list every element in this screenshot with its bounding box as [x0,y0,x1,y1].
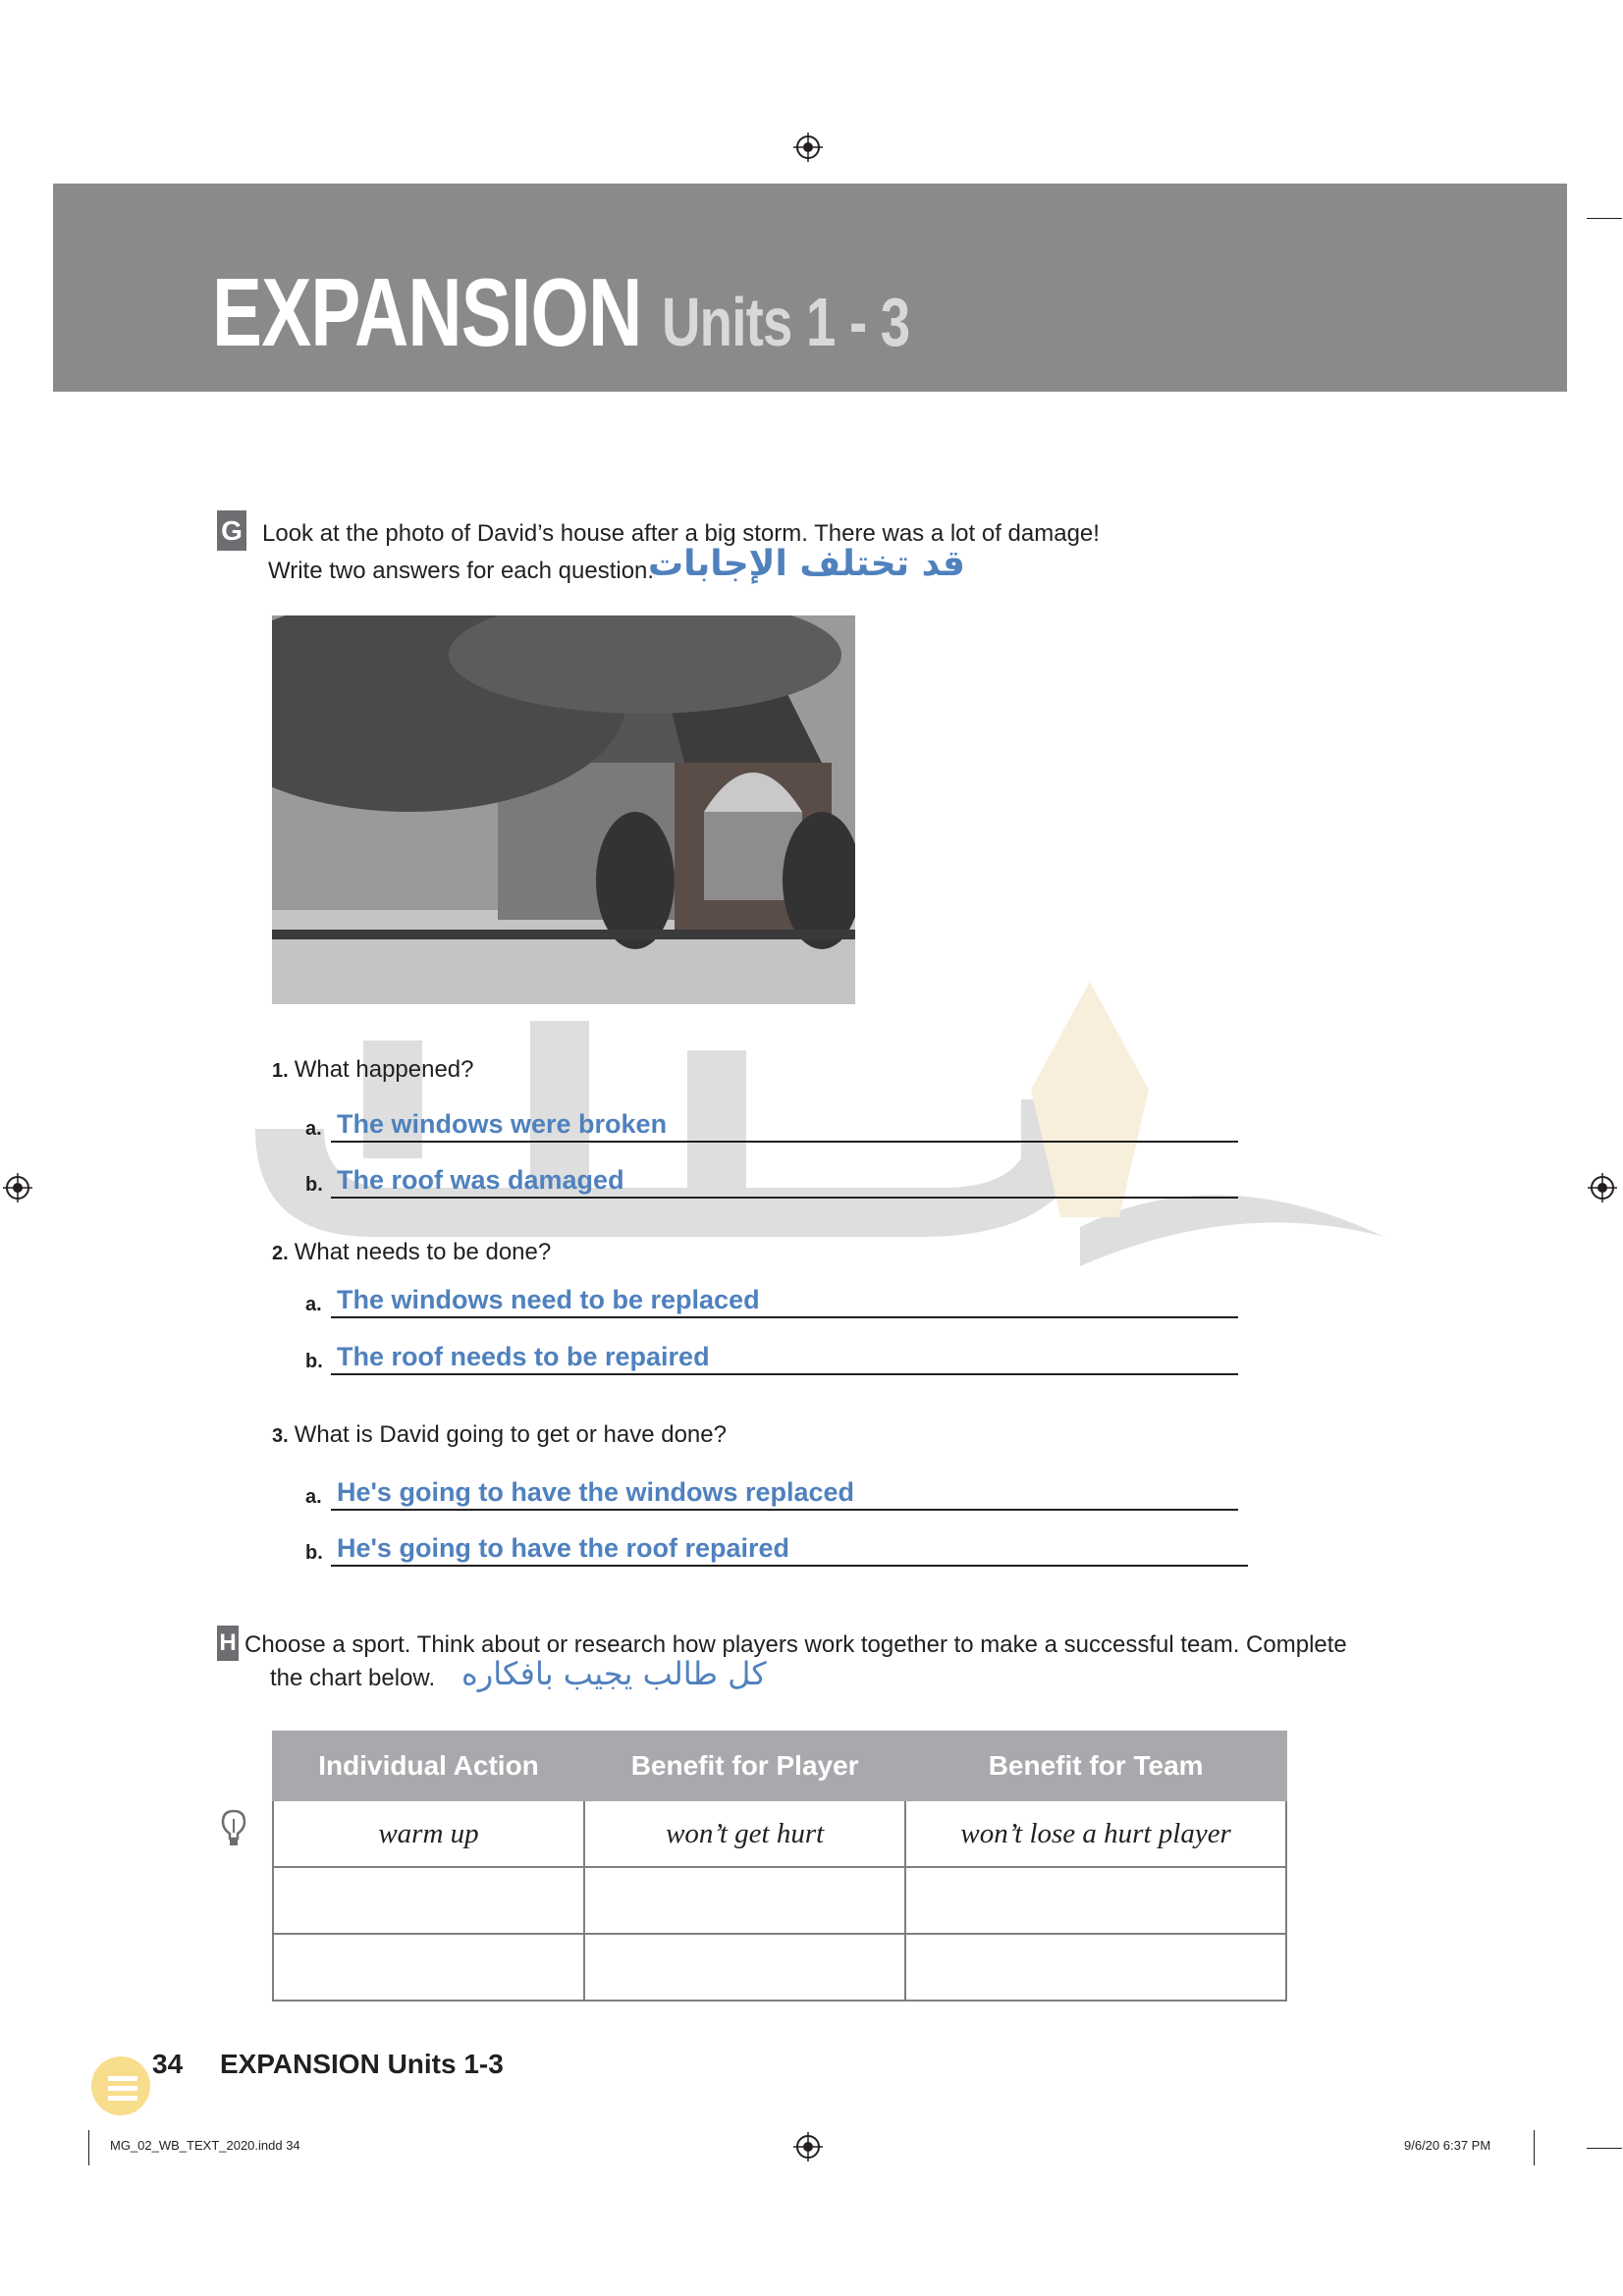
question-3-text: What is David going to get or have done? [294,1421,727,1448]
section-g-arabic-note: قد تختلف الإجابات [648,544,965,584]
section-g-instruction: Look at the photo of David’s house after a big storm. There was a lot of damage! [262,520,1100,547]
question-1 [272,1056,474,1084]
crop-mark [88,2130,89,2165]
section-g-label: G [217,510,246,551]
answer-text: The roof was damaged [337,1165,624,1195]
answer-text: He's going to have the roof repaired [337,1533,789,1563]
question-2-text: What needs to be done? [294,1239,552,1265]
answer-underline [331,1316,1238,1318]
table-row [273,1867,1286,1934]
answer-letter: a. [305,1486,322,1508]
banner-subtitle: Units 1 - 3 [662,284,910,360]
table-cell: won’t lose a hurt player [905,1800,1286,1867]
question-2 [272,1239,551,1266]
answer-line-1b[interactable] [305,1159,1238,1199]
footer-page-info [152,2049,504,2080]
registration-mark-icon [1588,1173,1617,1202]
question-2-number: 2. [272,1243,289,1264]
banner-title [212,257,909,368]
table-row [273,1934,1286,2001]
section-h-instruction-line2: the chart below. [270,1665,436,1691]
answer-text: The roof needs to be repaired [337,1342,710,1371]
answer-letter: b. [305,1351,323,1372]
table-cell: won’t get hurt [584,1800,905,1867]
crop-mark [1534,2130,1535,2165]
column-header: Benefit for Team [905,1732,1286,1800]
house-after-storm-photo [272,615,855,1004]
answer-line-3b[interactable] [305,1527,1248,1567]
answer-text: The windows need to be replaced [337,1285,760,1314]
answer-text: He's going to have the windows replaced [337,1477,855,1507]
answer-underline [331,1373,1238,1375]
team-benefits-table [272,1731,1287,2002]
answer-line-2b[interactable] [305,1336,1238,1375]
house-photo-illustration [272,615,855,1004]
answer-letter: a. [305,1118,322,1140]
answer-underline [331,1509,1238,1511]
column-header: Individual Action [273,1732,584,1800]
page-number: 34 [152,2049,184,2079]
question-1-number: 1. [272,1060,289,1082]
date-slug: 9/6/20 6:37 PM [1404,2138,1491,2153]
question-3 [272,1421,727,1449]
section-h-arabic-note: كل طالب يجيب بافكاره [461,1655,767,1692]
registration-mark-icon [3,1173,32,1202]
crop-mark [1587,2148,1622,2149]
answer-text: The windows were broken [337,1109,668,1139]
crop-mark [1587,218,1622,219]
page-label: EXPANSION Units 1-3 [219,2049,504,2079]
answer-line-2a[interactable] [305,1279,1238,1318]
answer-letter: a. [305,1294,322,1315]
section-g-instruction-line2: Write two answers for each question. [268,558,655,584]
column-header: Benefit for Player [584,1732,905,1800]
section-h-label: H [217,1626,239,1661]
table-cell-empty[interactable] [584,1867,905,1934]
answer-line-3a[interactable] [305,1471,1238,1511]
registration-mark-icon [793,133,823,162]
table-cell-empty[interactable] [273,1867,584,1934]
table-cell-empty[interactable] [905,1934,1286,2001]
lightbulb-tip-icon [221,1809,246,1848]
table-header-row [273,1732,1286,1800]
table-cell: warm up [273,1800,584,1867]
answer-line-1a[interactable] [305,1103,1238,1143]
answer-underline [331,1197,1238,1199]
answer-letter: b. [305,1174,323,1196]
banner-title-main: EXPANSION [212,258,642,366]
registration-mark-icon [793,2132,823,2162]
beadaya-small-logo-icon [86,2042,155,2120]
table-cell-empty[interactable] [905,1867,1286,1934]
answer-underline [331,1565,1248,1567]
answer-letter: b. [305,1542,323,1564]
section-h-instruction: Choose a sport. Think about or research how players work together to make a successful team. Complete [244,1631,1347,1658]
question-1-text: What happened? [294,1056,474,1083]
answer-underline [331,1141,1238,1143]
table-row [273,1800,1286,1867]
file-slug: MG_02_WB_TEXT_2020.indd 34 [110,2138,300,2153]
question-3-number: 3. [272,1425,289,1447]
table-cell-empty[interactable] [273,1934,584,2001]
table-cell-empty[interactable] [584,1934,905,2001]
